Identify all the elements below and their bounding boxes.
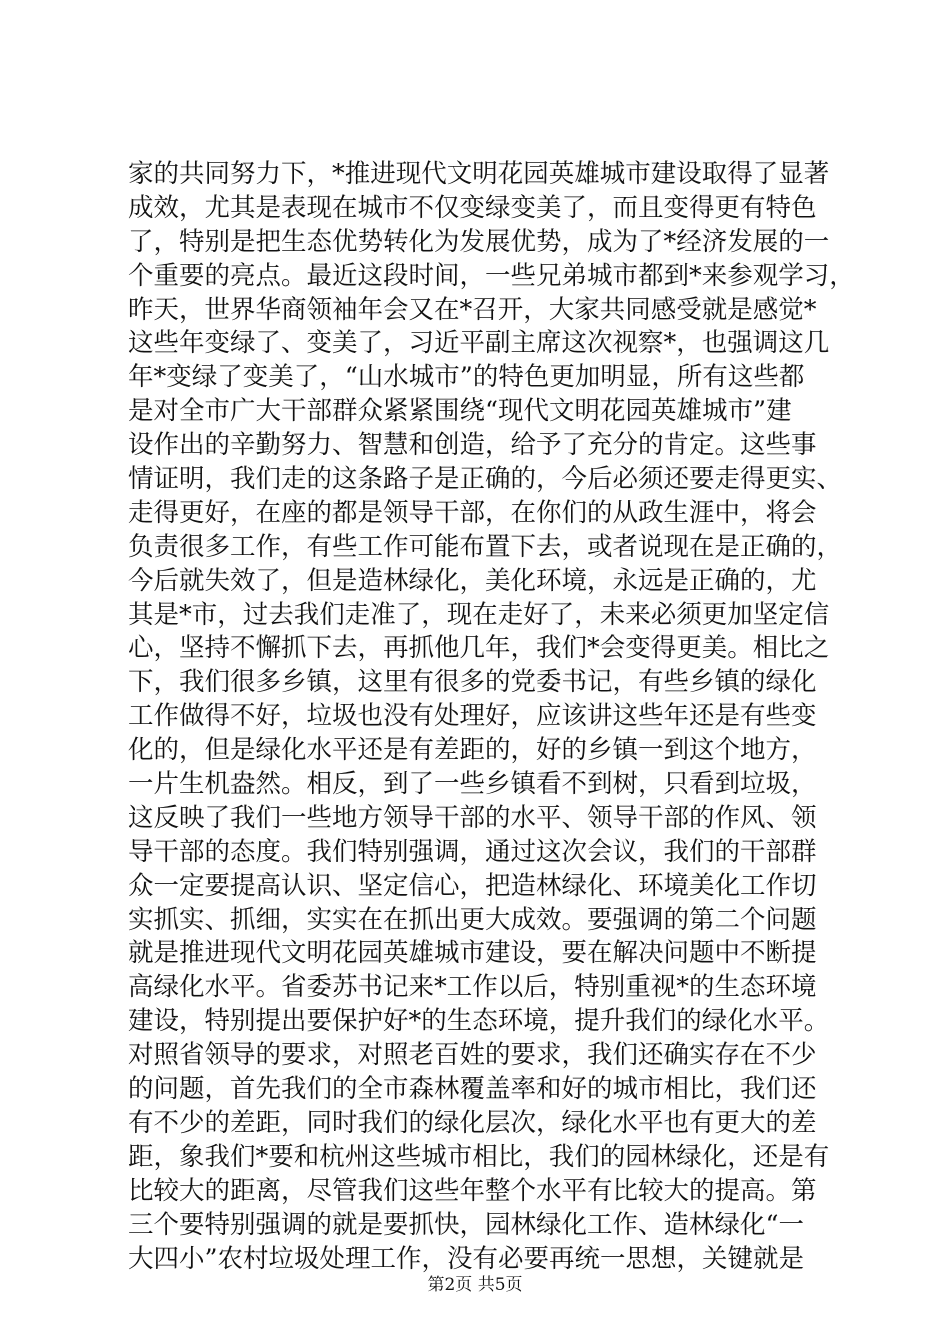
text-line: 实抓实、抓细，实实在在抓出更大成效。要强调的第二个问题 <box>128 904 817 935</box>
text-line: 就是推进现代文明花园英雄城市建设，要在解决问题中不断提 <box>128 938 817 969</box>
text-line: 的问题，首先我们的全市森林覆盖率和好的城市相比，我们还 <box>128 1074 817 1105</box>
text-line: 个重要的亮点。最近这段时间，一些兄弟城市都到*来参观学习， <box>128 260 855 291</box>
text-line: 今后就失效了，但是造林绿化，美化环境，永远是正确的，尤 <box>128 565 817 596</box>
text-line: 三个要特别强调的就是要抓快，园林绿化工作、造林绿化“一 <box>128 1209 805 1240</box>
text-line: 比较大的距离，尽管我们这些年整个水平有比较大的提高。第 <box>128 1175 817 1206</box>
text-line: 众一定要提高认识、坚定信心，把造林绿化、环境美化工作切 <box>128 870 817 901</box>
text-line: 这些年变绿了、变美了，习近平副主席这次视察*，也强调这几 <box>128 328 830 359</box>
text-line: 设作出的辛勤努力、智慧和创造，给予了充分的肯定。这些事 <box>128 430 817 461</box>
text-line: 化的，但是绿化水平还是有差距的，好的乡镇一到这个地方， <box>128 735 817 766</box>
text-line: 高绿化水平。省委苏书记来*工作以后，特别重视*的生态环境 <box>128 972 817 1003</box>
text-line: 情证明，我们走的这条路子是正确的，今后必须还要走得更实、 <box>128 464 843 495</box>
text-line: 工作做得不好，垃圾也没有处理好，应该讲这些年还是有些变 <box>128 701 817 732</box>
text-line: 距，象我们*要和杭州这些城市相比，我们的园林绿化，还是有 <box>128 1141 830 1172</box>
text-line: 导干部的态度。我们特别强调，通过这次会议，我们的干部群 <box>128 836 817 867</box>
page-footer: 第2页 共5页 <box>427 1275 523 1295</box>
text-line: 心，坚持不懈抓下去，再抓他几年，我们*会变得更美。相比之 <box>128 633 830 664</box>
body-text <box>128 158 855 1276</box>
text-line: 这反映了我们一些地方领导干部的水平、领导干部的作风、领 <box>128 802 817 833</box>
text-line: 其是*市，过去我们走准了，现在走好了，未来必须更加坚定信 <box>128 599 830 630</box>
text-line: 走得更好，在座的都是领导干部，在你们的从政生涯中，将会 <box>128 497 817 528</box>
text-line: 成效，尤其是表现在城市不仅变绿变美了，而且变得更有特色 <box>128 192 817 223</box>
text-line: 建设，特别提出要保护好*的生态环境，提升我们的绿化水平。 <box>128 1006 830 1037</box>
text-line: 昨天，世界华商领袖年会又在*召开，大家共同感受就是感觉* <box>128 294 817 325</box>
text-line: 了，特别是把生态优势转化为发展优势，成为了*经济发展的一 <box>128 226 830 257</box>
text-line: 对照省领导的要求，对照老百姓的要求，我们还确实存在不少 <box>128 1040 817 1071</box>
text-line: 大四小”农村垃圾处理工作，没有必要再统一思想，关键就是 <box>128 1243 805 1274</box>
text-line: 是对全市广大干部群众紧紧围绕“现代文明花园英雄城市”建 <box>128 396 792 427</box>
text-line: 年*变绿了变美了，“山水城市”的特色更加明显，所有这些都 <box>128 362 805 393</box>
text-line: 一片生机盎然。相反，到了一些乡镇看不到树，只看到垃圾， <box>128 769 817 800</box>
text-line: 负责很多工作，有些工作可能布置下去，或者说现在是正确的， <box>128 531 843 562</box>
text-line: 下，我们很多乡镇，这里有很多的党委书记，有些乡镇的绿化 <box>128 667 817 698</box>
text-line: 有不少的差距，同时我们的绿化层次，绿化水平也有更大的差 <box>128 1107 817 1138</box>
text-line: 家的共同努力下，*推进现代文明花园英雄城市建设取得了显著 <box>128 159 830 189</box>
